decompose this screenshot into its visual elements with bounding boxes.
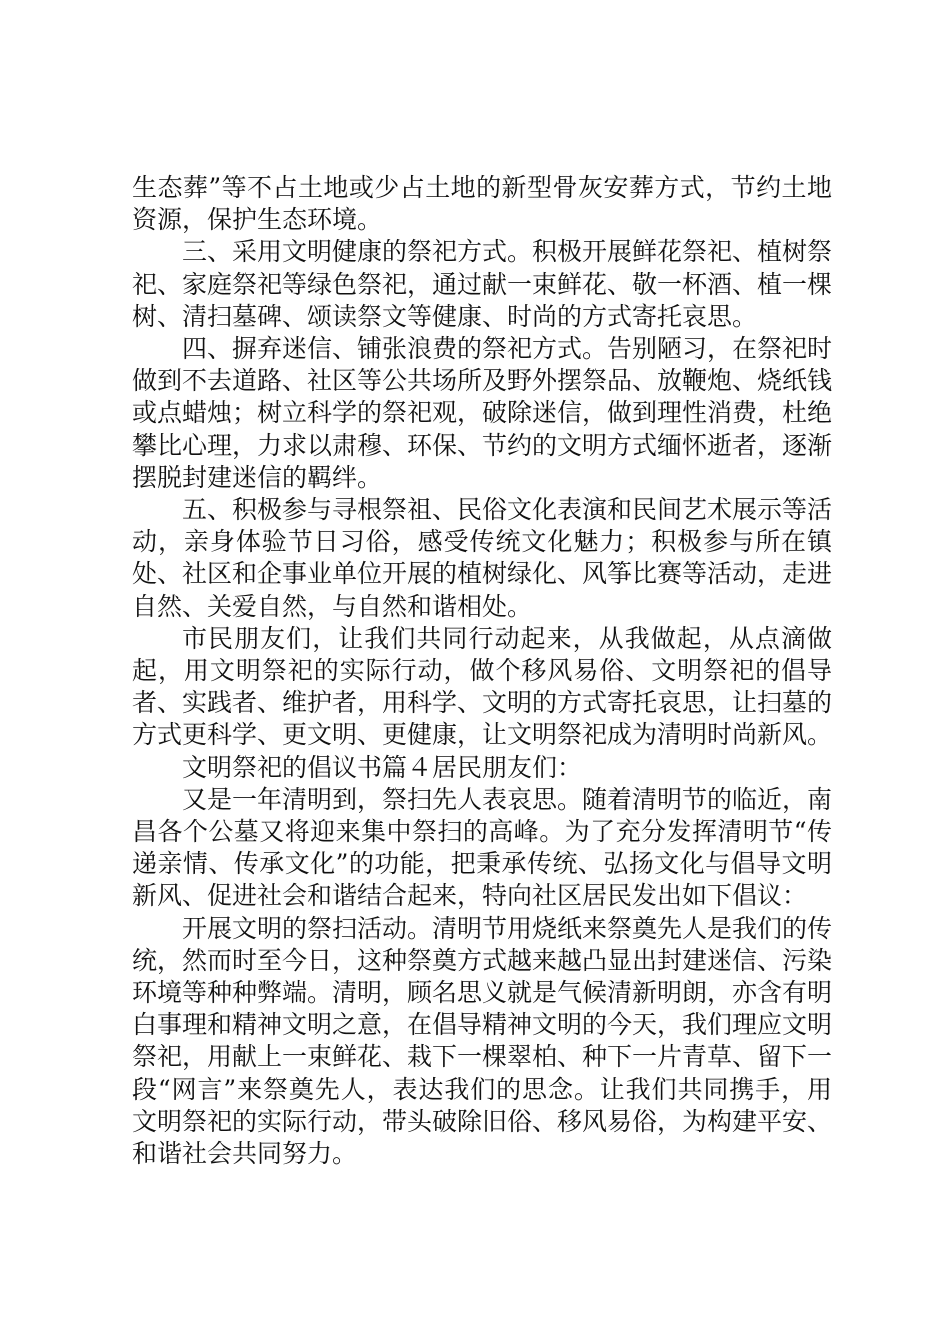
paragraph-qingming-intro: 又是一年清明到，祭扫先人表哀思。随着清明节的临近，南昌各个公墓又将迎来集中祭扫的高峰。为了充分发挥清明节“传递亲情、传承文化”的功能，把秉承传统、弘扬文化与倡导文明新风、促进社会和谐结合起来，特向社区居民发出如下倡议： (132, 784, 833, 911)
paragraph-civilized-sweeping: 开展文明的祭扫活动。清明节用烧纸来祭奠先人是我们的传统，然而时至今日，这种祭奠方式越来越凸显出封建迷信、污染环境等种种弊端。清明，顾名思义就是气候清新明朗，亦含有明白事理和精神文明之意，在倡导精神文明的今天，我们理应文明祭祀，用献上一束鲜花、栽下一棵翠柏、种下一片青草、留下一段“网言”来祭奠先人，表达我们的思念。让我们共同携手，用文明祭祀的实际行动，带头破除旧俗、移风易俗，为构建平安、和谐社会共同努力。 (132, 913, 833, 1169)
paragraph-folk-activities: 五、积极参与寻根祭祖、民俗文化表演和民间艺术展示等活动，亲身体验节日习俗，感受传统文化魅力；积极参与所在镇处、社区和企事业单位开展的植树绿化、风筝比赛等活动，走进自然、关爱自然，与自然和谐相处。 (132, 495, 833, 621)
document-body (132, 172, 832, 1170)
paragraph-citizens-call: 市民朋友们，让我们共同行动起来，从我做起，从点滴做起，用文明祭祀的实际行动，做个移风易俗、文明祭祀的倡导者、实践者、维护者，用科学、文明的方式寄托哀思，让扫墓的方式更科学、更文明、更健康，让文明祭祀成为清明时尚新风。 (132, 623, 833, 750)
paragraph-proposal-4-heading: 文明祭祀的倡议书篇４居民朋友们： (182, 752, 583, 782)
paragraph-abandon-superstition: 四、摒弃迷信、铺张浪费的祭祀方式。告别陋习，在祭祀时做到不去道路、社区等公共场所及野外摆祭品、放鞭炮、烧纸钱或点蜡烛；树立科学的祭祀观，破除迷信，做到理性消费，杜绝攀比心理，力求以肃穆、环保、节约的文明方式缅怀逝者，逐渐摆脱封建迷信的羁绊。 (132, 334, 833, 492)
paragraph-eco-burial: 生态葬”等不占土地或少占土地的新型骨灰安葬方式，节约土地资源，保护生态环境。 (132, 173, 832, 235)
paragraph-healthy-sacrifice: 三、采用文明健康的祭祀方式。积极开展鲜花祭祀、植树祭祀、家庭祭祀等绿色祭祀，通过献一束鲜花、敬一杯酒、植一棵树、清扫墓碑、颂读祭文等健康、时尚的方式寄托哀思。 (132, 237, 833, 331)
